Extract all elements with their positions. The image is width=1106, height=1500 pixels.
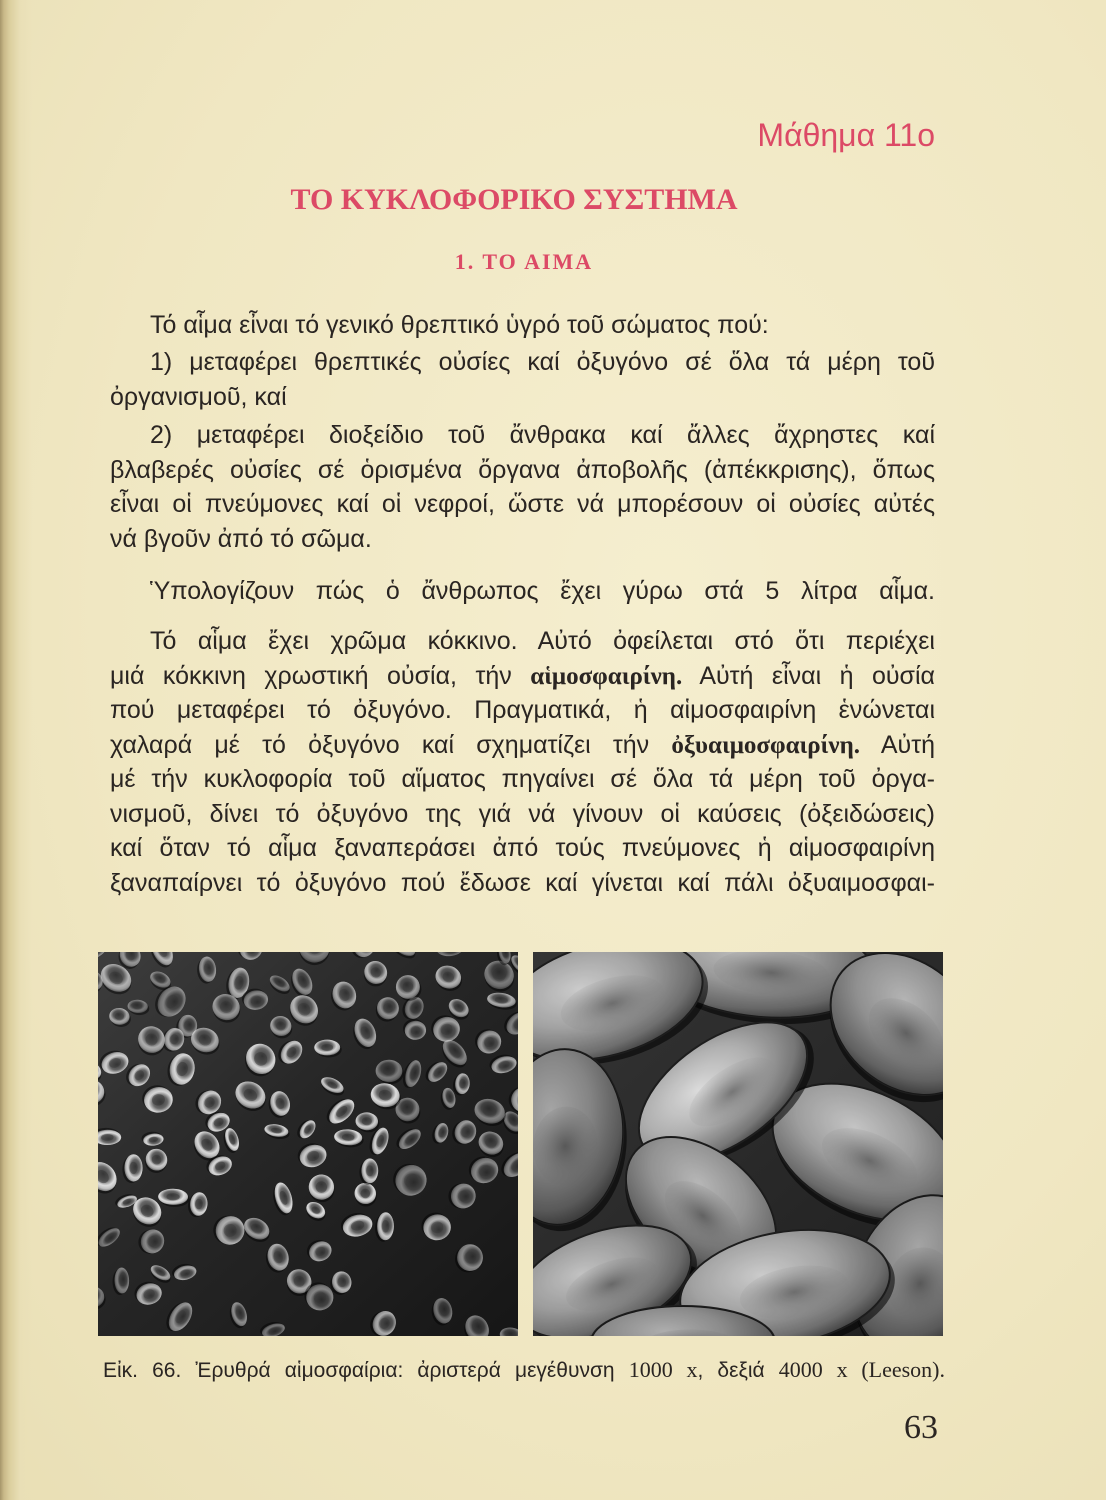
paragraph-hemoglobin bbox=[110, 624, 935, 900]
text-run: βλαβερές οὐσίες σέ ὁρισμένα ὄργανα ἀποβολῆς (ἀπέκκρισης), ὅπως bbox=[110, 455, 935, 484]
text-line bbox=[110, 522, 935, 557]
micrograph-right bbox=[533, 952, 943, 1336]
page-binding-edge bbox=[0, 0, 32, 1500]
text-line bbox=[110, 380, 935, 415]
text-line bbox=[110, 308, 935, 343]
paragraph-intro bbox=[110, 308, 935, 343]
caption-run: Εἰκ. 66. Ἐρυθρά αἱμοσφαίρια: ἀριστερά μεγέθυνση bbox=[103, 1359, 629, 1382]
micrograph-left-image bbox=[98, 952, 518, 1336]
text-line bbox=[110, 574, 935, 609]
text-line bbox=[110, 345, 935, 380]
text-run: Τό αἷμα ἔχει χρῶμα κόκκινο. Αὐτό ὀφείλεται στό ὅτι περιέχει bbox=[150, 627, 935, 655]
text-line bbox=[110, 418, 935, 453]
text-line bbox=[110, 866, 935, 901]
figure-caption bbox=[103, 1356, 945, 1384]
cell-field bbox=[533, 952, 943, 1336]
text-run: νισμοῦ, δίνει τό ὀξυγόνο της γιά νά γίνουν οἱ καύσεις (ὀξειδώσεις) bbox=[110, 799, 935, 828]
text-line bbox=[110, 728, 935, 763]
text-run: χαλαρά μέ τό ὀξυγόνο καί σχηματίζει τήν bbox=[110, 730, 672, 759]
bold-term: αἱμοσφαιρίνη. bbox=[530, 662, 683, 690]
micrograph-left bbox=[98, 952, 518, 1336]
text-run: καί ὅταν τό αἷμα ξαναπεράσει ἀπό τούς πνεύμονες ἡ αἱμοσφαιρίνη bbox=[110, 834, 935, 862]
text-run: Τό αἷμα εἶναι τό γενικό θρεπτικό ὑγρό τοῦ σώματος πού: bbox=[150, 311, 769, 339]
chapter-title: ΤΟ ΚΥΚΛΟΦΟΡΙΚΟ ΣΥΣΤΗΜΑ bbox=[290, 183, 738, 216]
text-run: νά βγοῦν ἀπό τό σῶμα. bbox=[110, 524, 372, 553]
list-item-2 bbox=[110, 418, 935, 556]
text-run: μέ τήν κυκλοφορία τοῦ αἵματος πηγαίνει σέ ὅλα τά μέρη τοῦ ὀργα- bbox=[110, 765, 935, 793]
text-run: εἶναι οἱ πνεύμονες καί οἱ νεφροί, ὥστε νά μπορέσουν οἱ οὐσίες αὐτές bbox=[110, 490, 935, 518]
bold-term: ὀξυαιμοσφαιρίνη. bbox=[671, 731, 861, 759]
text-run: 1) μεταφέρει θρεπτικές οὐσίες καί ὀξυγόνο σέ ὅλα τά μέρη τοῦ bbox=[150, 348, 935, 376]
text-line bbox=[110, 831, 935, 866]
caption-run: 4000 x (Leeson). bbox=[778, 1357, 946, 1382]
text-line bbox=[110, 693, 935, 728]
text-run: ξαναπαίρνει τό ὀξυγόνο πού ἔδωσε καί γίνεται καί πάλι ὀξυαιμοσφαι- bbox=[110, 868, 935, 897]
text-line bbox=[110, 487, 935, 522]
text-run: μιά κόκκινη χρωστική οὐσία, τήν bbox=[110, 661, 531, 690]
text-line bbox=[110, 453, 935, 488]
lesson-label: Μάθημα 11ο bbox=[757, 117, 935, 153]
text-line bbox=[110, 797, 935, 832]
page-number: 63 bbox=[904, 1409, 938, 1446]
paragraph-blood-volume bbox=[110, 574, 935, 609]
text-line bbox=[110, 659, 935, 694]
text-run: 2) μεταφέρει διοξείδιο τοῦ ἄνθρακα καί ἄλλες ἄχρηστες καί bbox=[150, 421, 935, 449]
text-run: πού μεταφέρει τό ὀξυγόνο. Πραγματικά, ἡ αἱμοσφαιρίνη ἑνώνεται bbox=[110, 696, 935, 724]
caption-run: , δεξιά bbox=[697, 1359, 779, 1382]
text-run: Αὐτή εἶναι ἡ οὐσία bbox=[682, 661, 935, 690]
text-run: ὀργανισμοῦ, καί bbox=[110, 382, 287, 411]
list-item-1 bbox=[110, 345, 935, 414]
micrograph-right-image bbox=[533, 952, 943, 1336]
text-run: Αὐτή bbox=[860, 730, 935, 759]
caption-run: 1000 x bbox=[628, 1357, 698, 1382]
text-run: Ὑπολογίζουν πώς ὁ ἄνθρωπος ἔχει γύρω στά 5 λίτρα αἷμα. bbox=[150, 577, 935, 605]
section-title: 1. ΤΟ ΑΙΜΑ bbox=[454, 249, 594, 274]
text-line bbox=[110, 762, 935, 797]
text-line bbox=[110, 624, 935, 659]
